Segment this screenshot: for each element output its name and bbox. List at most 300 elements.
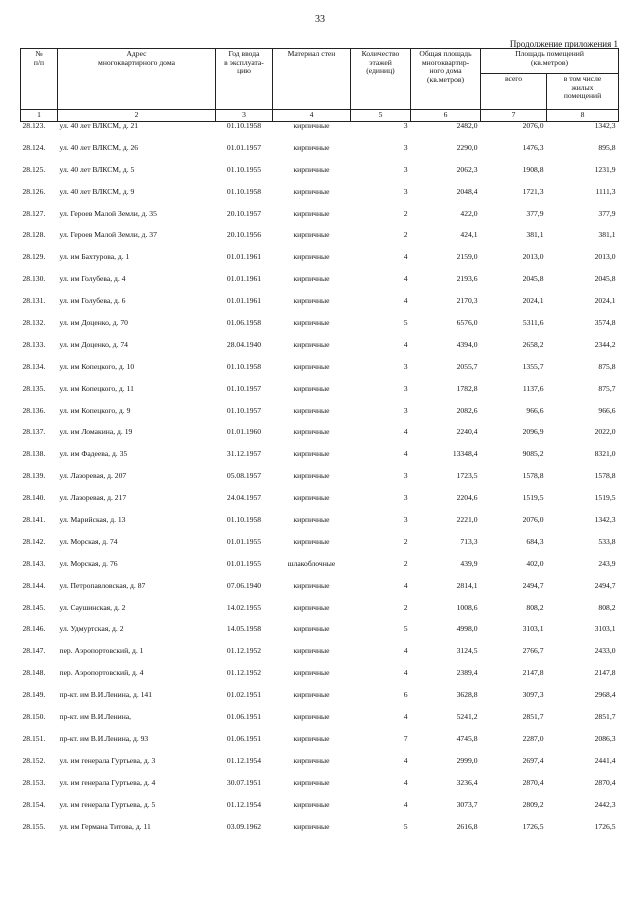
cell-num: 28.139.	[22, 472, 46, 481]
cell-liv: 2045,8	[594, 275, 616, 284]
cell-liv: 808,2	[598, 603, 616, 612]
cell-mat: шлакоблочные	[287, 559, 336, 568]
cell-liv: 3103,1	[594, 625, 616, 634]
cell-area: 5241,2	[456, 713, 478, 722]
cell-fl: 5	[403, 625, 408, 634]
cell-fl: 2	[403, 537, 408, 546]
cell-addr: ул. им Фадеева, д. 35	[59, 450, 128, 459]
cell-num: 28.135.	[22, 384, 46, 393]
table-row	[21, 297, 619, 319]
cell-tot: 2096,9	[522, 428, 544, 437]
cell-area: 2062,3	[456, 165, 478, 174]
header-year: Год ввода в эксплуата- цию	[216, 49, 273, 110]
cell-mat: кирпичные	[293, 209, 330, 218]
cell-date: 01.10.1957	[226, 384, 262, 393]
cell-tot: 2809,2	[522, 800, 544, 809]
cell-num: 28.137.	[22, 428, 46, 437]
cell-area: 422,0	[460, 209, 478, 218]
cell-liv: 966,6	[598, 406, 616, 415]
cell-tot: 2697,4	[522, 756, 544, 765]
cell-fl: 3	[403, 472, 408, 481]
cell-num: 28.128.	[22, 231, 46, 240]
cell-date: 01.12.1952	[226, 647, 262, 656]
cell-fl: 3	[403, 121, 408, 130]
cell-mat: кирпичные	[293, 187, 330, 196]
table-row	[21, 604, 619, 626]
cell-area: 4394,0	[456, 340, 478, 349]
cell-date: 01.12.1954	[226, 756, 262, 765]
cell-fl: 4	[403, 340, 408, 349]
table-row	[21, 582, 619, 604]
table-row	[21, 188, 619, 210]
cell-date: 30.07.1951	[226, 778, 262, 787]
cell-addr: ул. им генерала Гуртьева, д. 5	[59, 800, 156, 809]
cell-mat: кирпичные	[293, 362, 330, 371]
cell-area: 2170,3	[456, 297, 478, 306]
cell-addr: ул. им Доценко, д. 70	[59, 319, 128, 328]
cell-mat: кирпичные	[293, 406, 330, 415]
table-row	[21, 385, 619, 407]
cell-tot: 2024,1	[522, 297, 544, 306]
table-row	[21, 231, 619, 253]
cell-addr: ул. Героев Малой Земли, д. 35	[59, 209, 157, 218]
cell-tot: 2766,7	[522, 647, 544, 656]
cell-mat: кирпичные	[293, 734, 330, 743]
cell-addr: ул. 40 лет ВЛКСМ, д. 21	[59, 121, 139, 130]
cell-addr: ул. им Копецкого, д. 10	[59, 362, 135, 371]
column-index-cell: 7	[481, 110, 547, 122]
cell-liv: 8321,0	[594, 450, 616, 459]
cell-mat: кирпичные	[293, 603, 330, 612]
cell-tot: 1578,8	[522, 472, 544, 481]
cell-num: 28.155.	[22, 822, 46, 831]
cell-area: 2204,6	[456, 494, 478, 503]
cell-area: 2159,0	[456, 253, 478, 262]
cell-area: 2482,0	[456, 121, 478, 130]
cell-fl: 4	[403, 756, 408, 765]
table-row	[21, 472, 619, 494]
table-row	[21, 538, 619, 560]
cell-addr: ул. Морская, д. 76	[59, 559, 118, 568]
cell-date: 01.01.1957	[226, 143, 262, 152]
cell-liv: 2024,1	[594, 297, 616, 306]
table-row	[21, 735, 619, 757]
cell-liv: 3574,8	[594, 319, 616, 328]
cell-mat: кирпичные	[293, 340, 330, 349]
cell-mat: кирпичные	[293, 691, 330, 700]
cell-num: 28.123.	[22, 121, 46, 130]
cell-tot: 402,0	[526, 559, 544, 568]
cell-date: 01.12.1952	[226, 669, 262, 678]
cell-addr: ул. Героев Малой Земли, д. 37	[59, 231, 157, 240]
cell-addr: ул. им Копецкого, д. 11	[59, 384, 134, 393]
cell-date: 20.10.1957	[226, 209, 262, 218]
cell-num: 28.129.	[22, 253, 46, 262]
column-index-cell: 8	[547, 110, 619, 122]
cell-fl: 3	[403, 384, 408, 393]
cell-area: 3073,7	[456, 800, 478, 809]
cell-fl: 3	[403, 187, 408, 196]
cell-num: 28.134.	[22, 362, 46, 371]
column-index-cell: 4	[273, 110, 351, 122]
cell-tot: 2870,4	[522, 778, 544, 787]
cell-tot: 2076,0	[522, 516, 544, 525]
cell-fl: 4	[403, 647, 408, 656]
cell-num: 28.153.	[22, 778, 46, 787]
cell-addr: ул. им Копецкого, д. 9	[59, 406, 131, 415]
cell-addr: ул. 40 лет ВЛКСМ, д. 26	[59, 143, 139, 152]
cell-date: 01.10.1958	[226, 362, 262, 371]
cell-fl: 4	[403, 713, 408, 722]
cell-fl: 3	[403, 143, 408, 152]
cell-num: 28.125.	[22, 165, 46, 174]
cell-num: 28.149.	[22, 691, 46, 700]
cell-addr: пр-кт. им В.И.Ленина, д. 141	[59, 691, 153, 700]
cell-tot: 1137,6	[522, 384, 544, 393]
cell-mat: кирпичные	[293, 121, 330, 130]
cell-liv: 381,1	[598, 231, 616, 240]
cell-tot: 2287,0	[522, 734, 544, 743]
cell-mat: кирпичные	[293, 319, 330, 328]
cell-addr: ул. 40 лет ВЛКСМ, д. 9	[59, 187, 135, 196]
cell-liv: 2086,3	[594, 734, 616, 743]
cell-area: 2193,6	[456, 275, 478, 284]
cell-addr: ул. Лазоревая, д. 207	[59, 472, 127, 481]
cell-liv: 1519,5	[594, 494, 616, 503]
cell-tot: 2851,7	[522, 713, 544, 722]
header-num: № п/п	[21, 49, 58, 110]
column-index-cell: 2	[58, 110, 216, 122]
cell-date: 20.10.1956	[226, 231, 262, 240]
cell-date: 24.04.1957	[226, 494, 262, 503]
cell-num: 28.142.	[22, 537, 46, 546]
cell-num: 28.143.	[22, 559, 46, 568]
cell-date: 14.05.1958	[226, 625, 262, 634]
cell-date: 01.06.1951	[226, 713, 262, 722]
cell-liv: 2022,0	[594, 428, 616, 437]
cell-num: 28.148.	[22, 669, 46, 678]
cell-liv: 1342,3	[594, 516, 616, 525]
cell-addr: ул. Лазоревая, д. 217	[59, 494, 127, 503]
cell-addr: ул. им Бахтурова, д. 1	[59, 253, 130, 262]
cell-fl: 4	[403, 450, 408, 459]
cell-mat: кирпичные	[293, 713, 330, 722]
cell-liv: 2147,8	[594, 669, 616, 678]
cell-fl: 5	[403, 319, 408, 328]
cell-tot: 3097,3	[522, 691, 544, 700]
cell-mat: кирпичные	[293, 625, 330, 634]
cell-area: 4745,8	[456, 734, 478, 743]
cell-mat: кирпичные	[293, 472, 330, 481]
table-row	[21, 319, 619, 341]
table-row	[21, 275, 619, 297]
cell-date: 14.02.1955	[226, 603, 262, 612]
cell-tot: 966,6	[526, 406, 544, 415]
header-premises-total: всего	[481, 74, 547, 110]
cell-mat: кирпичные	[293, 494, 330, 503]
cell-area: 1782,8	[456, 384, 478, 393]
cell-tot: 9085,2	[522, 450, 544, 459]
cell-area: 3124,5	[456, 647, 478, 656]
cell-area: 2055,7	[456, 362, 478, 371]
cell-tot: 2494,7	[522, 581, 544, 590]
cell-addr: ул. Саушинская, д. 2	[59, 603, 126, 612]
cell-liv: 533,8	[598, 537, 616, 546]
cell-liv: 1342,3	[594, 121, 616, 130]
cell-tot: 381,1	[526, 231, 544, 240]
cell-date: 01.06.1958	[226, 319, 262, 328]
table-row	[21, 253, 619, 275]
cell-date: 28.04.1940	[226, 340, 262, 349]
cell-tot: 2013,0	[522, 253, 544, 262]
cell-addr: ул. 40 лет ВЛКСМ, д. 5	[59, 165, 135, 174]
cell-area: 2616,8	[456, 822, 478, 831]
cell-mat: кирпичные	[293, 778, 330, 787]
cell-date: 01.10.1958	[226, 121, 262, 130]
cell-liv: 2494,7	[594, 581, 616, 590]
cell-num: 28.124.	[22, 143, 46, 152]
cell-num: 28.127.	[22, 209, 46, 218]
cell-tot: 1355,7	[522, 362, 544, 371]
cell-addr: ул. им Доценко, д. 74	[59, 340, 128, 349]
cell-area: 2082,6	[456, 406, 478, 415]
cell-tot: 377,9	[526, 209, 544, 218]
cell-addr: пер. Аэропортовский, д. 1	[59, 647, 144, 656]
cell-fl: 4	[403, 275, 408, 284]
table-row	[21, 450, 619, 472]
table-row	[21, 341, 619, 363]
cell-date: 01.01.1960	[226, 428, 262, 437]
cell-area: 2999,0	[456, 756, 478, 765]
cell-tot: 1908,8	[522, 165, 544, 174]
cell-fl: 3	[403, 362, 408, 371]
table-row	[21, 428, 619, 450]
cell-date: 01.10.1955	[226, 165, 262, 174]
cell-area: 2290,0	[456, 143, 478, 152]
table-row	[21, 625, 619, 647]
cell-num: 28.144.	[22, 581, 46, 590]
column-index-cell: 6	[411, 110, 481, 122]
cell-mat: кирпичные	[293, 647, 330, 656]
cell-num: 28.147.	[22, 647, 46, 656]
cell-fl: 4	[403, 253, 408, 262]
cell-addr: ул. им Ломакина, д. 19	[59, 428, 133, 437]
cell-area: 3236,4	[456, 778, 478, 787]
cell-area: 713,3	[460, 537, 478, 546]
cell-area: 6576,0	[456, 319, 478, 328]
cell-area: 13348,4	[452, 450, 478, 459]
cell-date: 01.10.1958	[226, 187, 262, 196]
cell-num: 28.131.	[22, 297, 46, 306]
cell-fl: 4	[403, 800, 408, 809]
cell-date: 03.09.1962	[226, 822, 262, 831]
cell-fl: 2	[403, 231, 408, 240]
cell-liv: 2013,0	[594, 253, 616, 262]
cell-date: 01.01.1955	[226, 559, 262, 568]
cell-liv: 2433,0	[594, 647, 616, 656]
table-row	[21, 166, 619, 188]
cell-fl: 2	[403, 603, 408, 612]
cell-tot: 2076,0	[522, 121, 544, 130]
cell-tot: 2658,2	[522, 340, 544, 349]
cell-area: 2389,4	[456, 669, 478, 678]
cell-mat: кирпичные	[293, 756, 330, 765]
header-total-area: Общая площадь многоквартир- ного дома (кв.метров)	[411, 49, 481, 110]
cell-fl: 4	[403, 581, 408, 590]
cell-liv: 1726,5	[594, 822, 616, 831]
cell-mat: кирпичные	[293, 231, 330, 240]
cell-addr: пр-кт. им В.И.Ленина,	[59, 713, 132, 722]
header-floors: Количество этажей (единиц)	[351, 49, 411, 110]
cell-addr: ул. им Германа Титова, д. 11	[59, 822, 151, 831]
cell-addr: ул. Морская, д. 74	[59, 537, 118, 546]
column-index-cell: 5	[351, 110, 411, 122]
cell-liv: 2968,4	[594, 691, 616, 700]
cell-num: 28.126.	[22, 187, 46, 196]
page-number: 33	[315, 14, 325, 25]
cell-num: 28.140.	[22, 494, 46, 503]
cell-date: 05.08.1957	[226, 472, 262, 481]
cell-liv: 875,8	[598, 362, 616, 371]
cell-liv: 2870,4	[594, 778, 616, 787]
cell-mat: кирпичные	[293, 253, 330, 262]
table-row	[21, 823, 619, 845]
cell-addr: ул. им генерала Гуртьева, д. 4	[59, 778, 156, 787]
cell-tot: 2045,8	[522, 275, 544, 284]
cell-num: 28.141.	[22, 516, 46, 525]
header-premises-area: Площадь помещений (кв.метров)	[481, 49, 619, 74]
cell-num: 28.133.	[22, 340, 46, 349]
cell-area: 1723,5	[456, 472, 478, 481]
cell-tot: 1726,5	[522, 822, 544, 831]
table-row	[21, 713, 619, 735]
cell-addr: ул. им генерала Гуртьева, д. 3	[59, 756, 156, 765]
cell-fl: 7	[403, 734, 408, 743]
cell-liv: 2441,4	[594, 756, 616, 765]
cell-mat: кирпичные	[293, 165, 330, 174]
cell-fl: 2	[403, 209, 408, 218]
cell-addr: ул. им Голубева, д. 4	[59, 275, 126, 284]
table-row	[21, 144, 619, 166]
cell-mat: кирпичные	[293, 800, 330, 809]
cell-num: 28.152.	[22, 756, 46, 765]
cell-mat: кирпичные	[293, 581, 330, 590]
cell-mat: кирпичные	[293, 297, 330, 306]
cell-mat: кирпичные	[293, 669, 330, 678]
cell-mat: кирпичные	[293, 384, 330, 393]
cell-addr: ул. им Голубева, д. 6	[59, 297, 126, 306]
cell-date: 01.10.1958	[226, 516, 262, 525]
cell-fl: 4	[403, 669, 408, 678]
header-material: Материал стен	[273, 49, 351, 110]
cell-tot: 3103,1	[522, 625, 544, 634]
table-row	[21, 669, 619, 691]
table-row	[21, 779, 619, 801]
cell-liv: 875,7	[598, 384, 616, 393]
cell-date: 31.12.1957	[226, 450, 262, 459]
cell-fl: 3	[403, 494, 408, 503]
cell-tot: 1476,3	[522, 143, 544, 152]
cell-tot: 5311,6	[522, 319, 544, 328]
table-row	[21, 363, 619, 385]
cell-num: 28.132.	[22, 319, 46, 328]
cell-mat: кирпичные	[293, 537, 330, 546]
cell-area: 4998,0	[456, 625, 478, 634]
cell-fl: 2	[403, 559, 408, 568]
cell-addr: ул. Удмуртская, д. 2	[59, 625, 124, 634]
table-row	[21, 122, 619, 144]
cell-liv: 1231,9	[594, 165, 616, 174]
cell-area: 2221,0	[456, 516, 478, 525]
cell-fl: 5	[403, 822, 408, 831]
cell-addr: пр-кт. им В.И.Ленина, д. 93	[59, 734, 149, 743]
cell-date: 01.06.1951	[226, 734, 262, 743]
table-row	[21, 757, 619, 779]
table-row	[21, 647, 619, 669]
cell-mat: кирпичные	[293, 143, 330, 152]
cell-addr: ул. Марийская, д. 13	[59, 516, 126, 525]
cell-liv: 243,9	[598, 559, 616, 568]
column-index-cell: 1	[21, 110, 58, 122]
cell-date: 07.06.1940	[226, 581, 262, 590]
cell-date: 01.01.1955	[226, 537, 262, 546]
cell-date: 01.01.1961	[226, 275, 262, 284]
column-index-cell: 3	[216, 110, 273, 122]
cell-fl: 6	[403, 691, 408, 700]
housing-table	[20, 48, 619, 844]
cell-liv: 895,8	[598, 143, 616, 152]
cell-fl: 3	[403, 516, 408, 525]
cell-num: 28.136.	[22, 406, 46, 415]
header-address: Адрес многоквартирного дома	[58, 49, 216, 110]
cell-liv: 1578,8	[594, 472, 616, 481]
cell-fl: 4	[403, 778, 408, 787]
cell-liv: 377,9	[598, 209, 616, 218]
cell-area: 424,1	[460, 231, 478, 240]
cell-fl: 4	[403, 297, 408, 306]
table-row	[21, 560, 619, 582]
cell-mat: кирпичные	[293, 275, 330, 284]
cell-num: 28.145.	[22, 603, 46, 612]
table-row	[21, 516, 619, 538]
header-premises-living: в том числе жилых помещений	[547, 74, 619, 110]
cell-num: 28.138.	[22, 450, 46, 459]
cell-num: 28.150.	[22, 713, 46, 722]
table-row	[21, 691, 619, 713]
cell-area: 2240,4	[456, 428, 478, 437]
cell-area: 2048,4	[456, 187, 478, 196]
cell-fl: 3	[403, 165, 408, 174]
table-row	[21, 801, 619, 823]
cell-tot: 1721,3	[522, 187, 544, 196]
table-row	[21, 210, 619, 232]
cell-area: 439,9	[460, 559, 478, 568]
cell-num: 28.154.	[22, 800, 46, 809]
table-body	[21, 122, 619, 845]
cell-addr: пер. Аэропортовский, д. 4	[59, 669, 144, 678]
cell-mat: кирпичные	[293, 822, 330, 831]
cell-area: 1008,6	[456, 603, 478, 612]
cell-liv: 2442,3	[594, 800, 616, 809]
cell-date: 01.01.1961	[226, 253, 262, 262]
cell-tot: 1519,5	[522, 494, 544, 503]
cell-date: 01.10.1957	[226, 406, 262, 415]
cell-date: 01.01.1961	[226, 297, 262, 306]
cell-tot: 2147,8	[522, 669, 544, 678]
continuation-label: Продолжение приложения 1	[509, 39, 618, 49]
cell-num: 28.146.	[22, 625, 46, 634]
cell-addr: ул. Петропавловская, д. 87	[59, 581, 146, 590]
